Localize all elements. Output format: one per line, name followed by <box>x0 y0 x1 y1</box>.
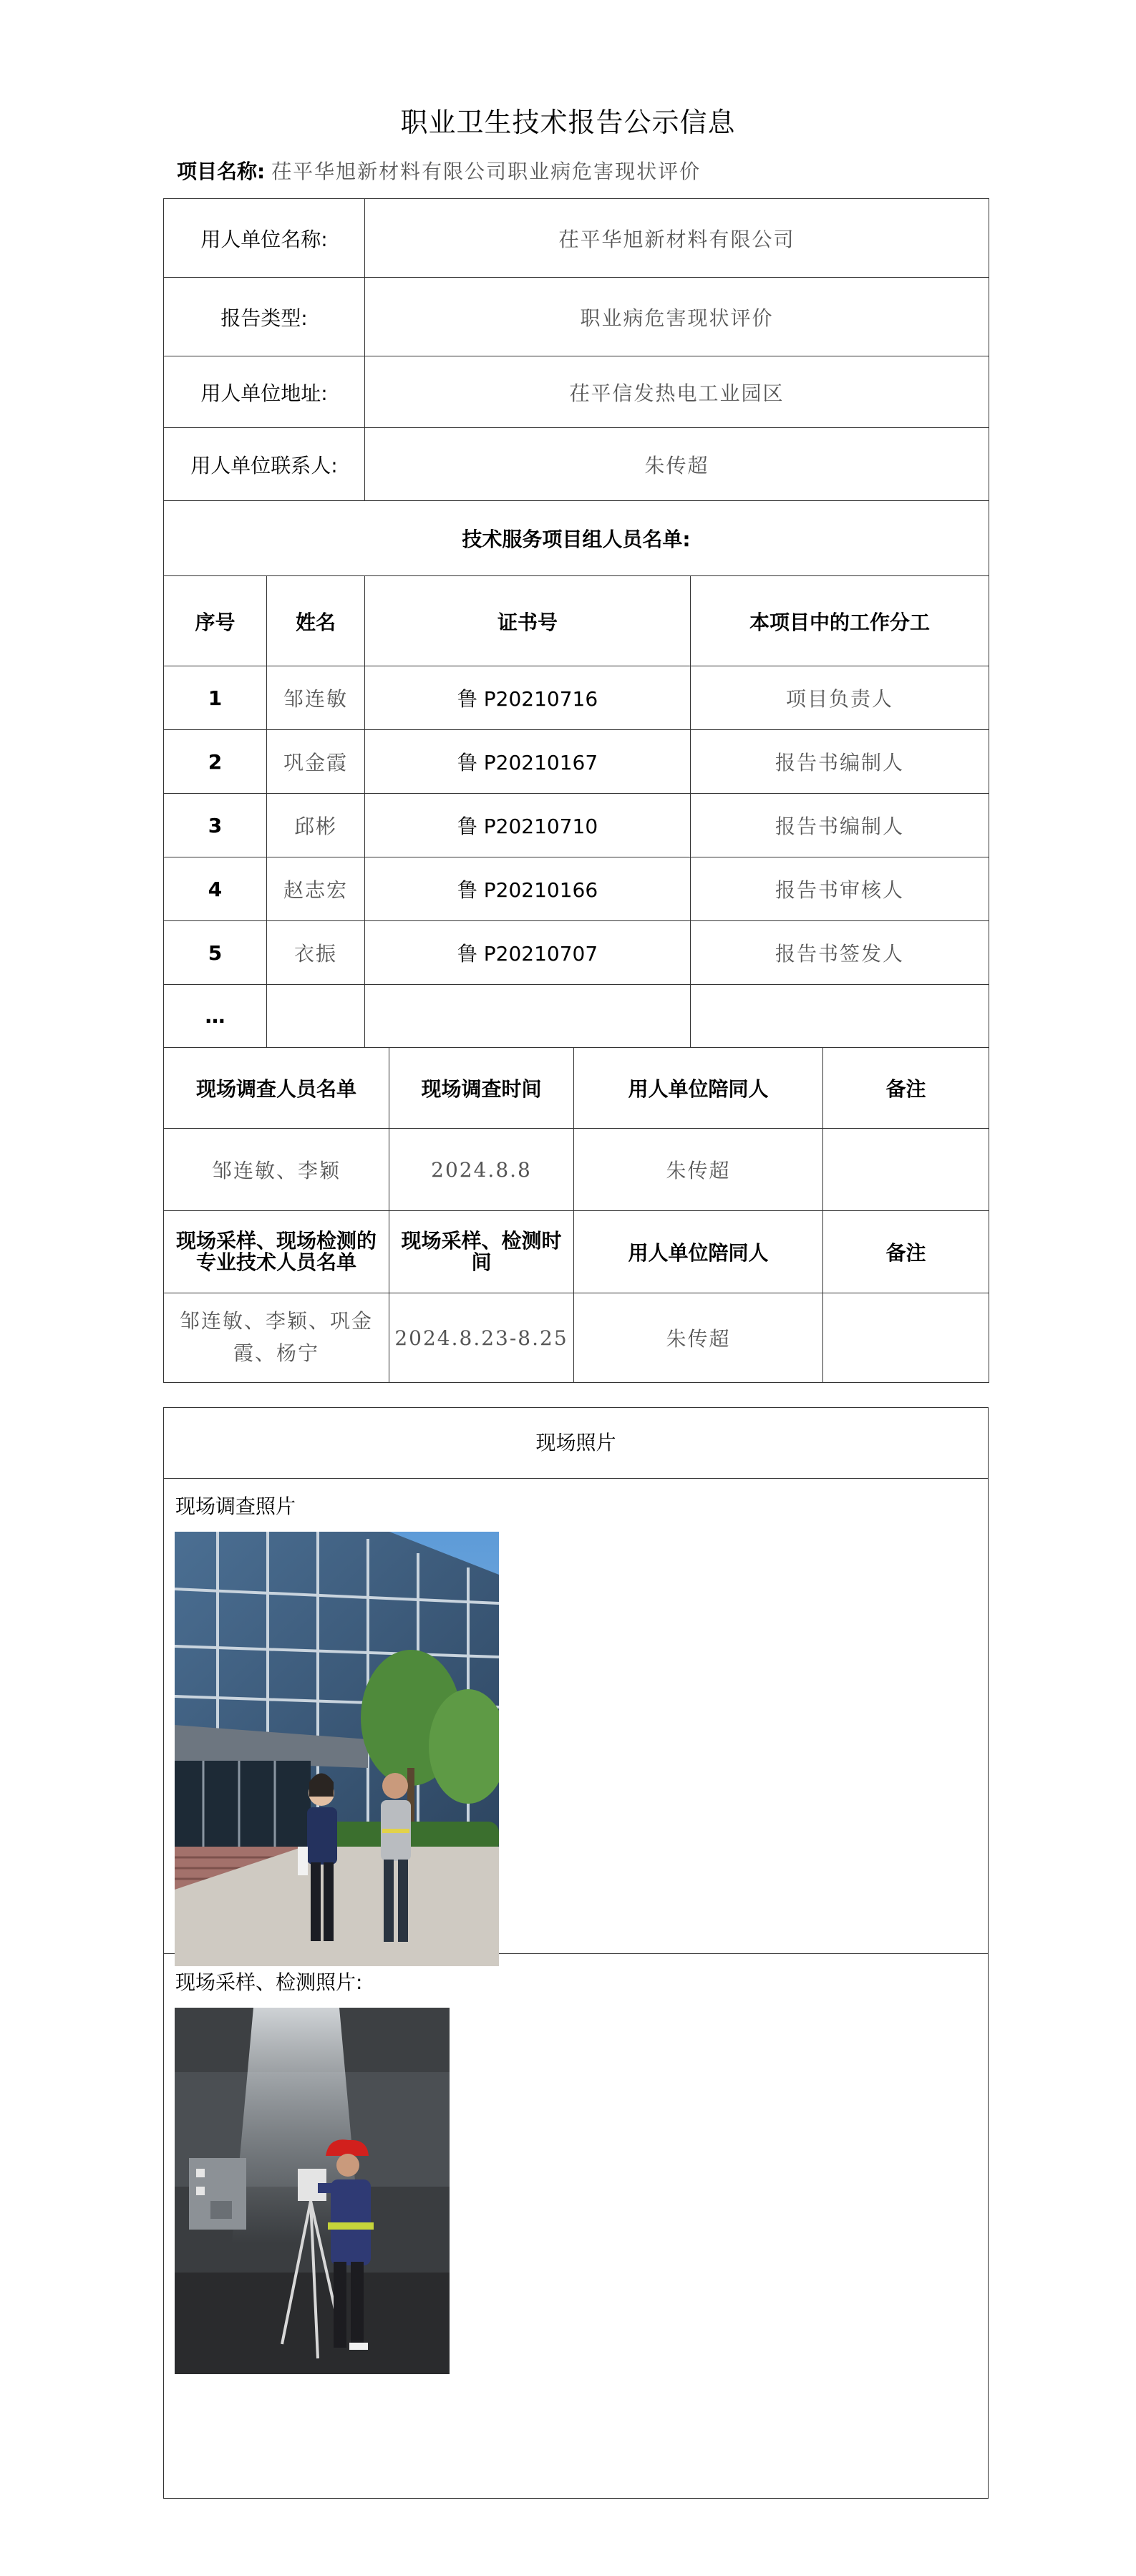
info-team-table <box>163 198 989 1048</box>
survey-col-staff: 现场调查人员名单 <box>164 1048 389 1129</box>
survey-remark <box>823 1129 989 1211</box>
team-cert: 鲁 P20210707 <box>365 921 691 985</box>
info-label: 用人单位名称: <box>164 199 365 278</box>
page-title: 职业卫生技术报告公示信息 <box>400 107 736 138</box>
survey-col-time: 现场调查时间 <box>389 1048 574 1129</box>
sampling-col-staff: 现场采样、现场检测的专业技术人员名单 <box>164 1211 389 1293</box>
sampling-photo-area <box>164 1954 988 2498</box>
info-row <box>164 199 989 278</box>
team-cert: 鲁 P20210166 <box>365 857 691 921</box>
info-row <box>164 278 989 356</box>
project-label: 项目名称: <box>177 160 266 183</box>
team-cert: 鲁 P20210710 <box>365 794 691 857</box>
table-row <box>164 666 989 730</box>
team-col-no: 序号 <box>164 576 267 666</box>
team-no: 3 <box>164 794 267 857</box>
team-header-row <box>164 501 989 576</box>
team-no: 2 <box>164 730 267 794</box>
table-row <box>164 730 989 794</box>
survey-photo-area <box>164 1478 988 1954</box>
team-name: 巩金霞 <box>267 730 365 794</box>
team-col-name: 姓名 <box>267 576 365 666</box>
team-header: 技术服务项目组人员名单: <box>164 501 989 576</box>
team-role: 项目负责人 <box>691 666 989 730</box>
survey-header-row <box>164 1048 989 1129</box>
team-no: 4 <box>164 857 267 921</box>
info-value: 朱传超 <box>365 428 989 501</box>
project-value: 茌平华旭新材料有限公司职业病危害现状评价 <box>271 160 701 183</box>
team-cert: 鲁 P20210167 <box>365 730 691 794</box>
sampling-col-time: 现场采样、检测时间 <box>389 1211 574 1293</box>
sampling-remark <box>823 1293 989 1383</box>
photo-section <box>163 1407 989 2499</box>
table-row <box>164 794 989 857</box>
survey-photo <box>175 1532 499 1966</box>
team-no: 1 <box>164 666 267 730</box>
table-row <box>164 921 989 985</box>
sampling-value-row <box>164 1293 989 1383</box>
team-name: 邹连敏 <box>267 666 365 730</box>
team-role: 报告书审核人 <box>691 857 989 921</box>
team-column-header-row <box>164 576 989 666</box>
survey-col-remark: 备注 <box>823 1048 989 1129</box>
team-no: … <box>164 985 267 1048</box>
sampling-staff: 邹连敏、李颖、巩金霞、杨宁 <box>164 1293 389 1383</box>
team-col-role: 本项目中的工作分工 <box>691 576 989 666</box>
team-no: 5 <box>164 921 267 985</box>
table-row <box>164 857 989 921</box>
survey-escort: 朱传超 <box>574 1129 823 1211</box>
team-cert <box>365 985 691 1048</box>
team-role: 报告书签发人 <box>691 921 989 985</box>
sampling-escort: 朱传超 <box>574 1293 823 1383</box>
info-value: 茌平信发热电工业园区 <box>365 356 989 428</box>
team-name <box>267 985 365 1048</box>
info-value: 茌平华旭新材料有限公司 <box>365 199 989 278</box>
sampling-header-row <box>164 1211 989 1293</box>
info-label: 用人单位联系人: <box>164 428 365 501</box>
survey-value-row <box>164 1129 989 1211</box>
team-name: 赵志宏 <box>267 857 365 921</box>
info-label: 报告类型: <box>164 278 365 356</box>
survey-photo-label: 现场调查照片 <box>175 1494 296 1518</box>
sampling-photo <box>175 2008 450 2374</box>
team-role <box>691 985 989 1048</box>
survey-table <box>163 1047 989 1383</box>
info-value: 职业病危害现状评价 <box>365 278 989 356</box>
team-role: 报告书编制人 <box>691 794 989 857</box>
team-role: 报告书编制人 <box>691 730 989 794</box>
photo-section-title: 现场照片 <box>164 1408 988 1479</box>
sampling-photo-label: 现场采样、检测照片: <box>175 1970 363 1994</box>
team-name: 衣振 <box>267 921 365 985</box>
info-row <box>164 428 989 501</box>
survey-col-escort: 用人单位陪同人 <box>574 1048 823 1129</box>
sampling-col-remark: 备注 <box>823 1211 989 1293</box>
table-row <box>164 985 989 1048</box>
team-name: 邱彬 <box>267 794 365 857</box>
survey-staff: 邹连敏、李颖 <box>164 1129 389 1211</box>
team-cert: 鲁 P20210716 <box>365 666 691 730</box>
survey-time: 2024.8.8 <box>389 1129 574 1211</box>
info-label: 用人单位地址: <box>164 356 365 428</box>
team-col-cert: 证书号 <box>365 576 691 666</box>
sampling-time: 2024.8.23-8.25 <box>389 1293 574 1383</box>
project-line <box>177 156 701 185</box>
info-row <box>164 356 989 428</box>
sampling-col-escort: 用人单位陪同人 <box>574 1211 823 1293</box>
